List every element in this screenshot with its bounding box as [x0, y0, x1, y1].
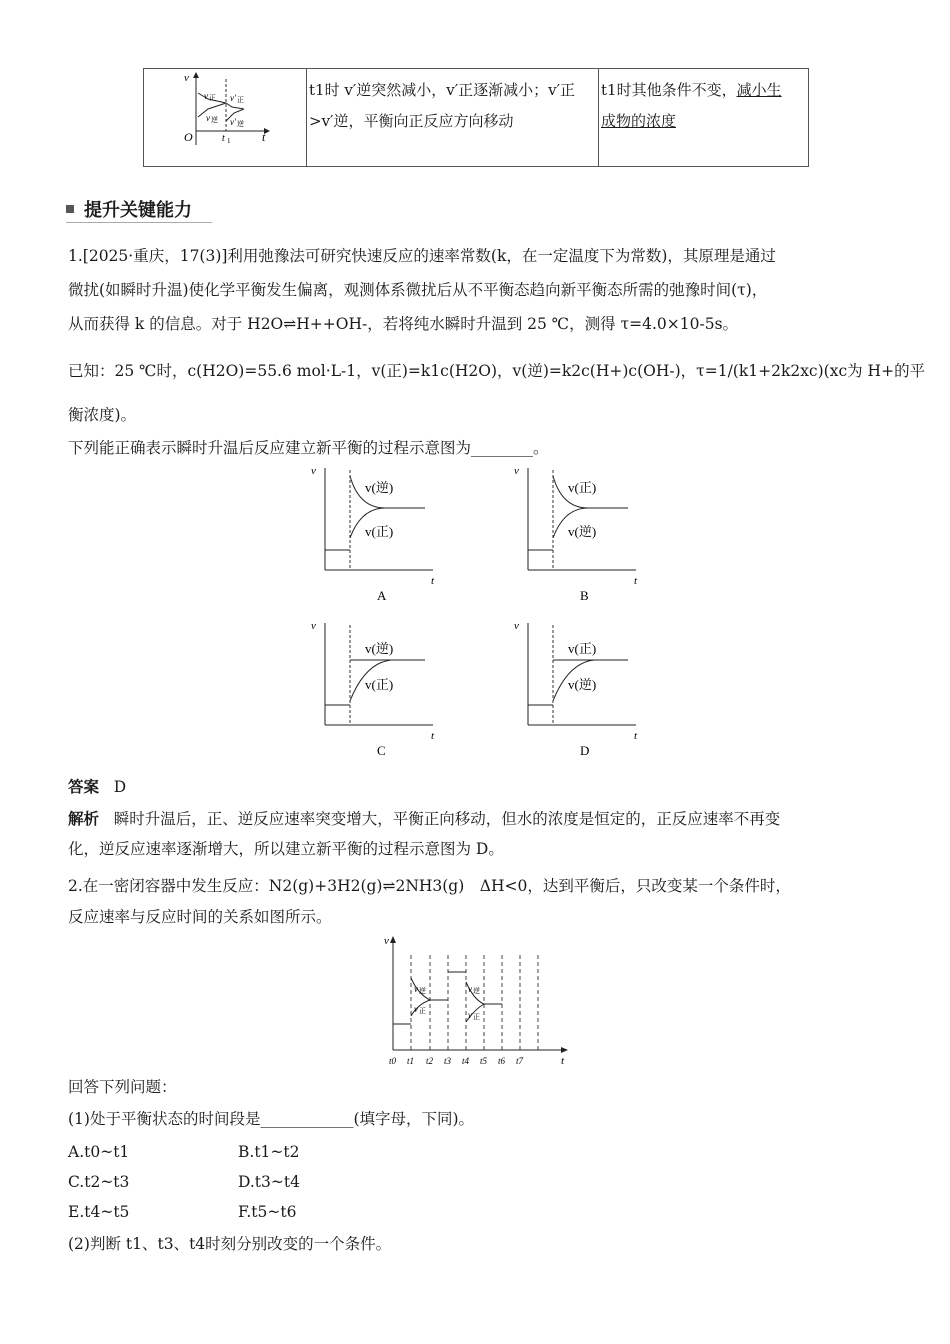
lower-curve-label: v(逆) [568, 677, 597, 692]
upper-curve-label: v(正) [568, 641, 597, 656]
answer-value: D [113, 778, 127, 796]
svg-text:v: v [414, 1004, 418, 1014]
choice-b: B.t1~t2 [238, 1143, 300, 1161]
axis-t-label: t [634, 730, 638, 742]
q1-line3: 从而获得 k 的信息。对于 H2O⇌H++OH-，若将纯水瞬时升温到 25 ℃，测得 τ=4.0×10-5s。 [68, 315, 739, 333]
lower-curve-label: v(正) [365, 677, 394, 692]
table-effect-line1: t1时 v′逆突然减小，v′正逐渐减小；v′正 [309, 81, 575, 99]
choice-f: F.t5~t6 [238, 1203, 297, 1221]
q2-sub1: (1)处于平衡状态的时间段是____________(填字母，下同)。 [68, 1110, 475, 1128]
option-chart-b [514, 465, 638, 603]
option-letter: B [580, 588, 589, 603]
q1-answer [68, 776, 126, 798]
analysis-label: 解析 [68, 809, 100, 828]
choice-a: A.t0~t1 [68, 1143, 130, 1161]
q2-line2: 反应速率与反应时间的关系如图所示。 [68, 908, 332, 926]
upper-curve-label: v(逆) [365, 480, 394, 495]
mini-rate-chart [144, 69, 306, 155]
axis-v-label: v [514, 620, 519, 632]
option-chart-a [311, 465, 435, 603]
q2-sub2: (2)判断 t1、t3、t4时刻分别改变的一个条件。 [68, 1235, 392, 1253]
q2-prompt: 回答下列问题： [68, 1078, 177, 1096]
svg-text:逆: 逆 [473, 987, 480, 995]
axis-t-label: t [431, 730, 435, 742]
answer-label: 答案 [68, 777, 100, 796]
q1-analysis-2: 化，逆反应速率逐渐增大，所以建立新平衡的过程示意图为 D。 [68, 840, 504, 858]
q1-line5: 衡浓度)。 [68, 406, 137, 424]
section-bullet-icon [66, 205, 74, 213]
axis-v-label: v [311, 465, 316, 477]
lower-curve-label: v(逆) [568, 524, 597, 539]
axis-t-label: t [634, 575, 638, 587]
choice-d: D.t3~t4 [238, 1173, 300, 1191]
svg-text:v: v [206, 113, 210, 123]
svg-text:v': v' [230, 117, 236, 127]
q2-tick-t6: t6 [498, 1056, 506, 1066]
svg-text:v: v [414, 984, 418, 994]
svg-text:v: v [184, 72, 189, 84]
option-chart-c [311, 620, 435, 758]
section-underline [66, 222, 212, 223]
q2-tick-t7: t7 [516, 1056, 524, 1066]
q1-line2: 微扰(如瞬时升温)使化学平衡发生偏离，观测体系微扰后从不平衡态趋向新平衡态所需的弛豫时间(τ)， [68, 281, 768, 299]
section-header [66, 196, 192, 222]
table-condition-ul2: 成物的浓度 [601, 112, 677, 130]
svg-text:正: 正 [237, 96, 244, 104]
table-condition-prefix: t1时其他条件不变， [601, 81, 737, 99]
q2-tick-t1: t1 [407, 1056, 415, 1066]
section-title: 提升关键能力 [84, 200, 192, 221]
q2-line1: 2.在一密闭容器中发生反应：N2(g)+3H2(g)⇌2NH3(g) ΔH<0，达到平衡后，只改变某一个条件时， [68, 877, 791, 895]
svg-text:1: 1 [227, 137, 231, 145]
svg-text:逆: 逆 [237, 120, 244, 128]
svg-text:O: O [184, 130, 193, 144]
table-effect-line2: >v′逆，平衡向正反应方向移动 [309, 112, 514, 130]
q1-line1: 1.[2025·重庆，17(3)]利用弛豫法可研究快速反应的速率常数(k，在一定温度下为常数)，其原理是通过 [68, 247, 776, 265]
lower-curve-label: v(正) [365, 524, 394, 539]
table-cell-condition [599, 69, 809, 167]
axis-v-label: v [514, 465, 519, 477]
option-charts [300, 462, 660, 772]
upper-curve-label: v(正) [568, 480, 597, 495]
q2-rate-chart [378, 930, 578, 1070]
option-letter: C [377, 743, 386, 758]
q2-tick-t4: t4 [462, 1056, 470, 1066]
svg-text:v: v [204, 91, 208, 101]
svg-text:正: 正 [209, 94, 216, 102]
axis-v-label: v [311, 620, 316, 632]
table-condition-ul1: 减小生 [736, 81, 782, 99]
svg-text:v': v' [230, 93, 236, 103]
svg-text:v: v [468, 984, 472, 994]
upper-curve-label: v(逆) [365, 641, 394, 656]
mini-chart-cell [144, 69, 307, 167]
option-chart-d [514, 620, 638, 758]
svg-text:t: t [222, 133, 225, 144]
q2-axis-v: v [384, 935, 389, 947]
summary-table [143, 68, 809, 167]
q2-tick-t5: t5 [480, 1056, 488, 1066]
svg-text:v: v [468, 1010, 472, 1020]
table-cell-effect [307, 69, 599, 167]
q1-analysis-1 [68, 808, 780, 830]
q1-line6: 下列能正确表示瞬时升温后反应建立新平衡的过程示意图为________。 [68, 439, 549, 457]
svg-text:t: t [262, 130, 266, 144]
svg-text:正: 正 [419, 1007, 426, 1015]
q2-tick-t3: t3 [444, 1056, 452, 1066]
choice-c: C.t2~t3 [68, 1173, 130, 1191]
svg-text:逆: 逆 [419, 987, 426, 995]
q2-tick-t2: t2 [426, 1056, 434, 1066]
option-letter: A [377, 588, 387, 603]
choice-e: E.t4~t5 [68, 1203, 130, 1221]
q2-tick-t0: t0 [389, 1056, 397, 1066]
option-letter: D [580, 743, 590, 758]
analysis-text-1: 瞬时升温后，正、逆反应速率突变增大，平衡正向移动，但水的浓度是恒定的，正反应速率不再变 [113, 810, 781, 828]
svg-text:正: 正 [473, 1013, 480, 1021]
svg-text:逆: 逆 [211, 116, 218, 124]
axis-t-label: t [431, 575, 435, 587]
q1-line4: 已知：25 ℃时，c(H2O)=55.6 mol·L-1，v(正)=k1c(H2O)，v(逆)=k2c(H+)c(OH-)，τ=1/(k1+2k2xc)(xc为 H+的平 [68, 362, 926, 380]
q2-axis-t: t [561, 1055, 565, 1067]
